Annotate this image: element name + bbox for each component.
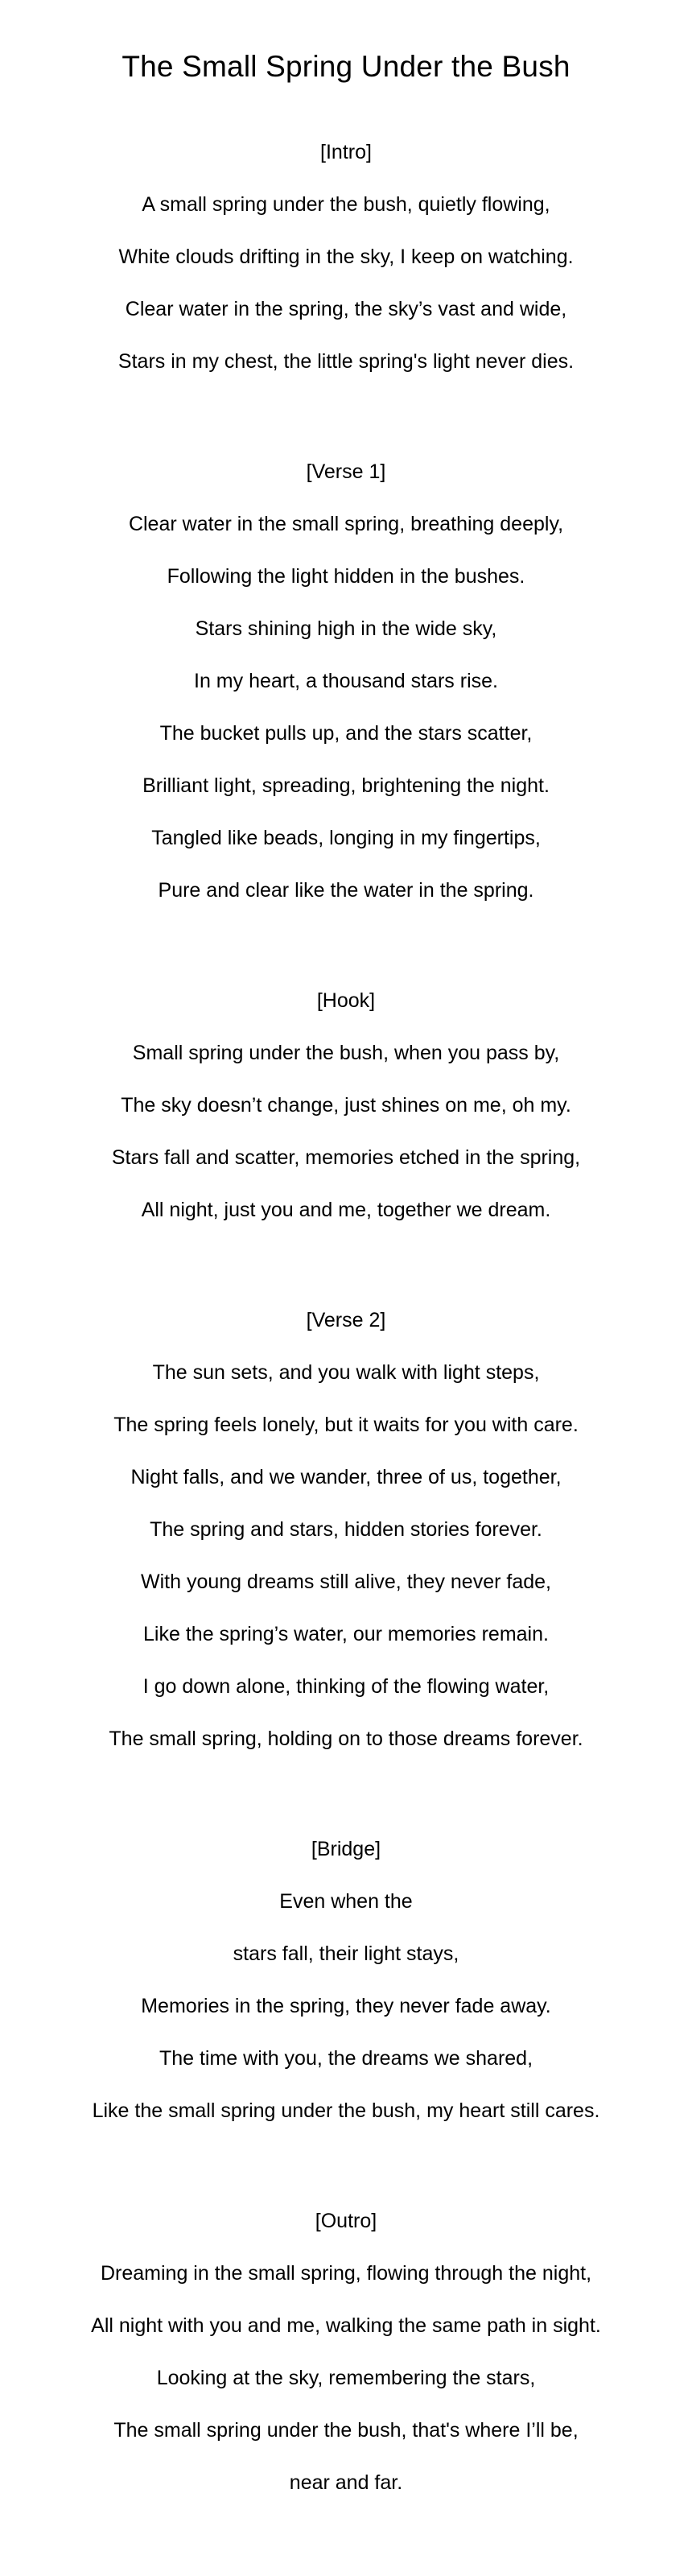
lyric-line: The sun sets, and you walk with light steps, xyxy=(152,1361,540,1384)
lyric-line: The bucket pulls up, and the stars scatter, xyxy=(159,722,533,745)
lyric-line: near and far. xyxy=(289,2471,403,2494)
section-hook xyxy=(0,975,692,1236)
section-intro xyxy=(0,126,692,388)
page-title: The Small Spring Under the Bush xyxy=(122,50,570,83)
section-label: [Intro] xyxy=(320,141,372,163)
lyric-line: Looking at the sky, remembering the stars, xyxy=(156,2367,536,2389)
section-verse-1 xyxy=(0,446,692,917)
lyric-line: The small spring, holding on to those dreams forever. xyxy=(109,1728,583,1750)
lyric-line: With young dreams still alive, they never fade, xyxy=(141,1571,551,1593)
section-label: [Hook] xyxy=(316,989,376,1012)
lyric-line: Even when the xyxy=(279,1890,413,1913)
lyric-line: Pure and clear like the water in the spring. xyxy=(158,879,534,902)
lyric-line: The spring and stars, hidden stories forever. xyxy=(150,1518,542,1541)
section-label: [Bridge] xyxy=(311,1838,381,1860)
lyric-line: The small spring under the bush, that's where I’ll be, xyxy=(113,2419,579,2442)
lyric-line: Tangled like beads, longing in my fingertips, xyxy=(151,827,541,849)
section-label: [Verse 1] xyxy=(306,460,386,483)
lyric-line: The time with you, the dreams we shared, xyxy=(159,2047,533,2070)
lyric-line: Stars shining high in the wide sky, xyxy=(195,617,497,640)
lyric-line: Brilliant light, spreading, brightening the night. xyxy=(142,774,550,797)
lyric-line: A small spring under the bush, quietly flowing, xyxy=(142,193,550,216)
lyric-line: Stars fall and scatter, memories etched in the spring, xyxy=(111,1146,581,1169)
section-label: [Verse 2] xyxy=(306,1309,386,1331)
lyric-line: All night, just you and me, together we dream. xyxy=(141,1199,551,1221)
lyric-line: Small spring under the bush, when you pass by, xyxy=(132,1042,560,1064)
lyric-line: Stars in my chest, the little spring's light never dies. xyxy=(117,350,575,373)
lyric-line: The spring feels lonely, but it waits for you with care. xyxy=(113,1414,579,1436)
lyric-line: Clear water in the spring, the sky’s vast and wide, xyxy=(125,298,567,320)
lyric-line: Like the spring’s water, our memories remain. xyxy=(143,1623,549,1645)
lyric-line: Night falls, and we wander, three of us, together, xyxy=(130,1466,562,1488)
lyric-line: In my heart, a thousand stars rise. xyxy=(194,670,498,692)
lyric-line: I go down alone, thinking of the flowing water, xyxy=(142,1675,550,1698)
lyric-line: The sky doesn’t change, just shines on me, oh my. xyxy=(121,1094,571,1117)
lyric-line: Following the light hidden in the bushes. xyxy=(167,565,525,588)
lyric-line: stars fall, their light stays, xyxy=(233,1942,459,1965)
lyric-line: Like the small spring under the bush, my heart still cares. xyxy=(92,2099,600,2122)
section-outro xyxy=(0,2195,692,2509)
lyric-line: White clouds drifting in the sky, I keep on watching. xyxy=(118,246,574,268)
section-verse-2 xyxy=(0,1294,692,1765)
lyric-line: Clear water in the small spring, breathing deeply, xyxy=(128,513,564,535)
lyric-line: All night with you and me, walking the same path in sight. xyxy=(91,2314,601,2337)
section-bridge xyxy=(0,1823,692,2137)
lyric-line: Dreaming in the small spring, flowing through the night, xyxy=(100,2262,592,2285)
section-label: [Outro] xyxy=(315,2210,377,2232)
lyric-line: Memories in the spring, they never fade away. xyxy=(141,1995,551,2017)
